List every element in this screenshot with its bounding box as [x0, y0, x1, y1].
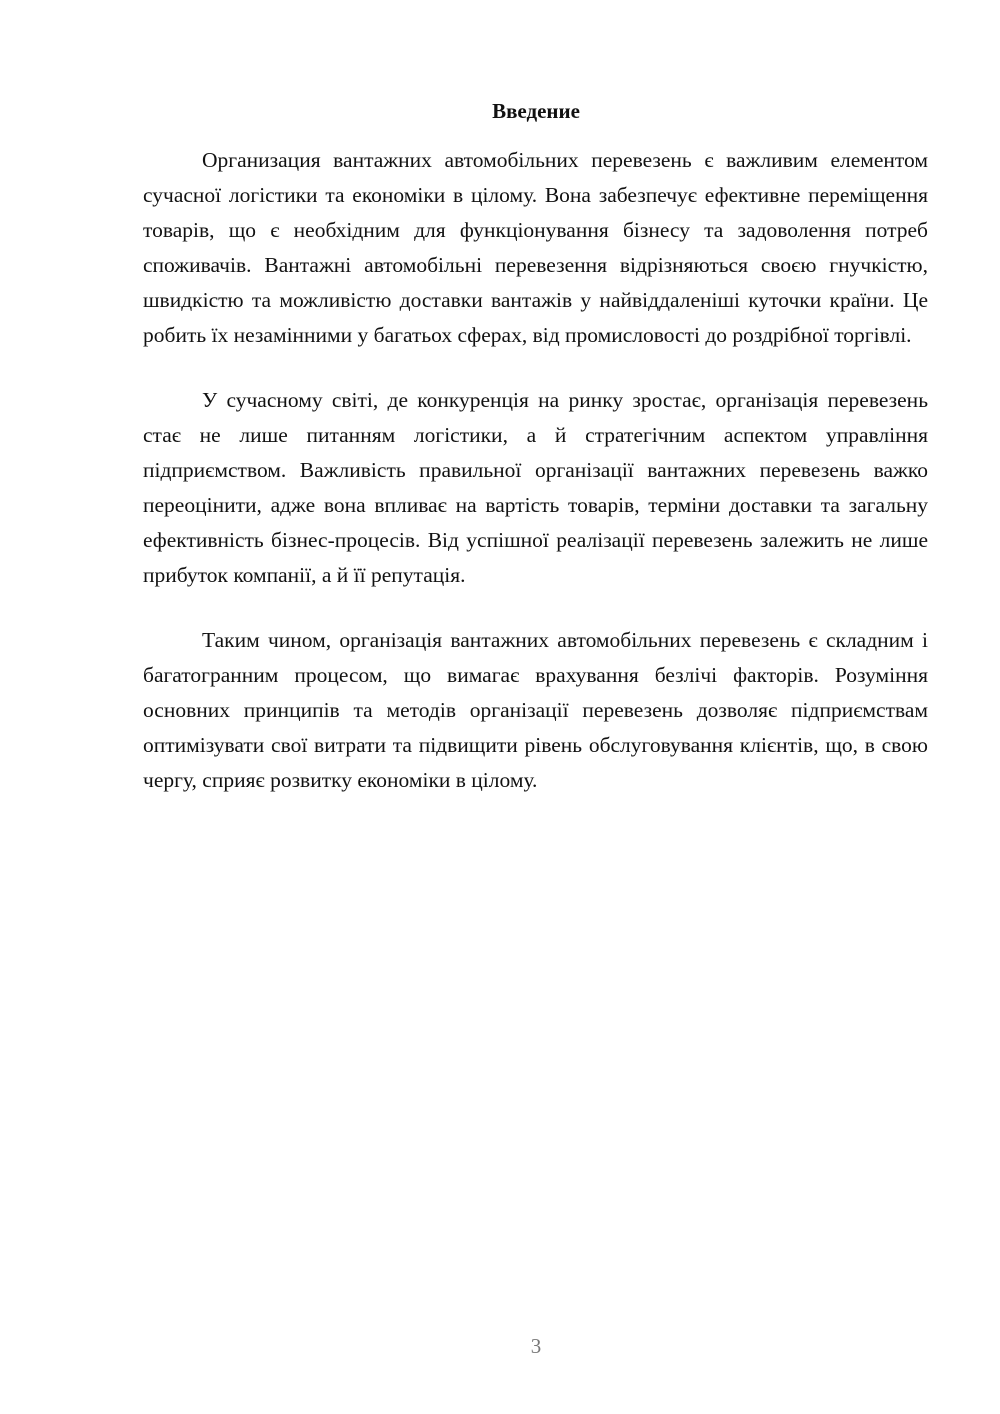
page-title: Введение — [492, 99, 580, 123]
paragraph-intro: Организация вантажних автомобільних перевезень є важливим елементом сучасної логістики та економіки в цілому. Вона забезпечує ефективне переміщення товарів, що є необхідним для функціонування бізнесу та задоволення потреб споживачів. Вантажні автомобільні перевезення відрізняються своєю гнучкістю, швидкістю та можливістю доставки вантажів у найвіддаленіші куточки країни. Це робить їх незамінними у багатьох сферах, від промисловості до роздрібної торгівлі. — [143, 148, 928, 347]
paragraph-conclusion: Таким чином, організація вантажних автомобільних перевезень є складним і багатогранним процесом, що вимагає врахування безлічі факторів. Розуміння основних принципів та методів організації перевезень дозволяє підприємствам оптимізувати свої витрати та підвищити рівень обслуговування клієнтів, що, в свою чергу, сприяє розвитку економіки в цілому. — [143, 628, 928, 792]
paragraph-context: У сучасному світі, де конкуренція на ринку зростає, організація перевезень стає не лише питанням логістики, а й стратегічним аспектом управління підприємством. Важливість правильної організації вантажних перевезень важко переоцінити, адже вона впливає на вартість товарів, терміни доставки та загальну ефективність бізнес-процесів. Від успішної реалізації перевезень залежить не лише прибуток компанії, а й її репутація. — [143, 388, 928, 587]
page-number: 3 — [530, 1334, 542, 1358]
document-body — [143, 143, 928, 828]
